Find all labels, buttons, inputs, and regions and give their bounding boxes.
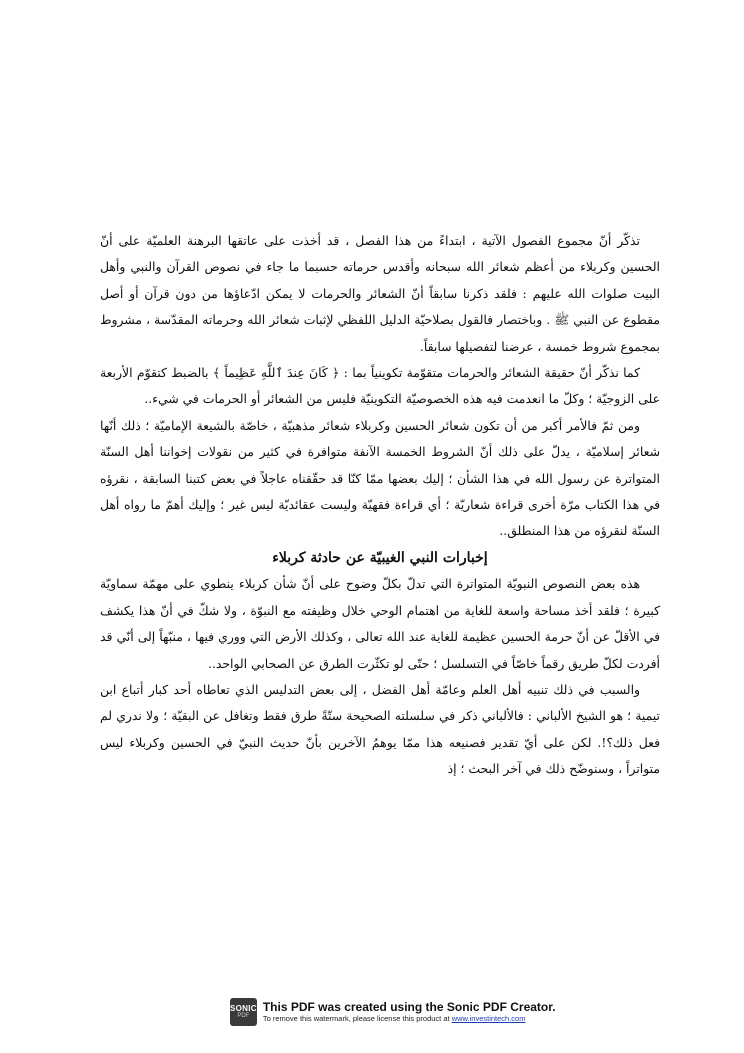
watermark-subtitle-prefix: To remove this watermark, please license this product at: [262, 1014, 452, 1023]
paragraph-2: كما نذكّر أنّ حقيقة الشعائر والحرمات متقوّمة تكوينياً بما : ﴿ كَانَ عِندَ ٱللَّهِ عَظِيماً ﴾ بالضبط كتقوّم الأربعة على الزوجيّة ؛ وكلّ ما انعدمت فيه هذه الخصوصيّة التكوينيّة فليس من الشعائر أو الحرمات في شيء..: [100, 365, 660, 407]
sonic-pdf-logo: [230, 998, 257, 1026]
paragraph-5: والسبب في ذلك تنبيه أهل العلم وعامّة أهل الفضل ، إلى بعض التدليس الذي تعاطاه أحد كبار أتباع ابن تيمية ؛ هو الشيخ الألباني : فالألباني ذكر في سلسلته الصحيحة ستّةً طرق فقط وتغافل عن البقيّة ؛ ولا ندري لم فعل ذلك؟!. لكن على أيّ تقدير فصنيعه هذا ممّا يوهمُ الآخرين بأنّ حديث النبيّ في الحسين وكربلاء ليس متواتراً ، وسنوضّح ذلك في آخر البحث ؛ إذ: [100, 681, 660, 777]
section-title: إخبارات النبي الغيبيّة عن حادثة كربلاء: [272, 549, 488, 566]
watermark-subtitle: [263, 1014, 556, 1024]
paragraph-1: تذكّر أنّ مجموع الفصول الآتية ، ابتداءً من هذا الفصل ، قد أخذت على عاتقها البرهنة العلميّة على أنّ الحسين وكربلاء من أعظم شعائر الله سبحانه وأقدس حرماته حسبما ما جاء في نصوص القرآن والنبي وأهل البيت صلوات الله عليهم : فلقد ذكرنا سابقاً أنّ الشعائر والحرمات لا يمكن ادّعاؤها من دون قرآن أو أصل مقطوع عن النبي ﷺ . وباختصار فالقول بصلاحيّة الدليل اللفظي لإثبات شعائر الله وحرماته المقدّسة ، مشروط بمجموع شروط خمسة ، عرضنا لتفصيلها سابقاً.: [100, 233, 660, 354]
watermark-link[interactable]: www.investintech.com: [451, 1014, 526, 1023]
watermark-title: This PDF was created using the Sonic PDF Creator.: [262, 1000, 556, 1014]
watermark-footer: [230, 994, 556, 1030]
document-body: [100, 228, 660, 783]
paragraph-4: هذه بعض النصوص النبويّة المتواترة التي تدلّ بكلّ وضوح على أنّ شأن كربلاء ينطوي على مهمّة سماويّة كبيرة ؛ فلقد أخذ مساحة واسعة للغاية من اهتمام الوحي خلال وظيفته مع النبوّة ، ولا شكّ في أنّ هذا يكشف في الأقلّ عن أنّ حرمة الحسين عظيمة للغاية عند الله تعالى ، وكذلك الأرض التي ووري فيها ، منبّهاً إلى أنّي قد أفردت لكلّ طريق رقماً خاصّاً في التسلسل ؛ حتّى لو تكثّرت الطرق عن الصحابي الواحد..: [100, 576, 660, 671]
logo-top-text: SONIC: [230, 1004, 257, 1013]
watermark-text: [263, 1000, 556, 1024]
logo-bottom-text: PDF: [237, 1013, 250, 1019]
paragraph-3: ومن ثمّ فالأمر أكبر من أن تكون شعائر الحسين وكربلاء شعائر مذهبيّة ، خاصّة بالشيعة الإماميّة ؛ ذلك أنّها شعائر إسلاميّة ، يدلّ على ذلك أنّ الشروط الخمسة الآنفة متوافرة في كثير من نقولات إخواننا أهل السنّة المتواترة عن رسول الله في هذا الشأن ؛ إليك بعضها ممّا كنّا قد حقّقناه عاجلاً في بعض كتبنا السابقة ، نقرؤه في هذا الكتاب مرّة أخرى قراءة شعاريّة ؛ أي قراءة فقهيّة وليست عقائديّة ليس غير ؛ وإليك أهمّ ما رواه أهل السنّة لنقرؤه من هذا المنطلق..: [100, 417, 660, 539]
